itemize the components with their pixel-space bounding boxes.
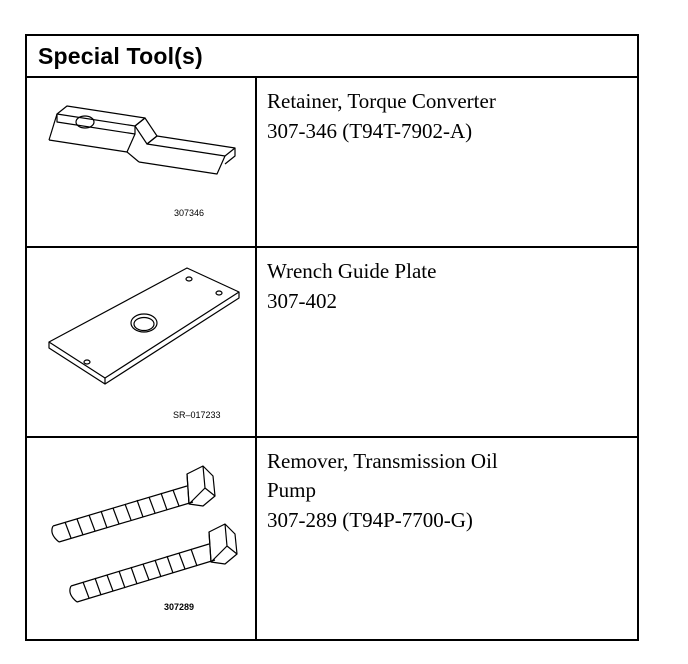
tool-number: 307-346 (T94T-7902-A) [267,119,473,143]
tool-name: Remover, Transmission Oil Pump [267,449,498,502]
tool-image-caption: 307346 [174,208,205,218]
wrench-guide-plate-icon [27,248,255,436]
tool-image-cell [27,78,257,246]
tool-name: Wrench Guide Plate [267,259,437,283]
tool-row-wrench-guide-plate [27,248,637,438]
special-tools-table [25,34,639,641]
tool-row-oil-pump-remover [27,438,637,639]
tool-image-cell [27,438,257,639]
table-header-title: Special Tool(s) [38,43,203,69]
tool-number: 307-289 (T94P-7700-G) [267,508,473,532]
tool-row-retainer [27,78,637,248]
tool-number: 307-402 [267,289,337,313]
oil-pump-remover-bolts-icon [27,438,255,637]
tool-image-cell [27,248,257,436]
table-header [27,36,637,78]
torque-converter-retainer-icon [27,78,255,246]
tool-name: Retainer, Torque Converter [267,89,496,113]
tool-info [267,87,627,146]
tool-image-caption: 307289 [164,602,195,612]
tool-info [267,447,627,535]
tool-info [267,257,627,316]
tool-image-caption: SR–017233 [173,410,221,420]
